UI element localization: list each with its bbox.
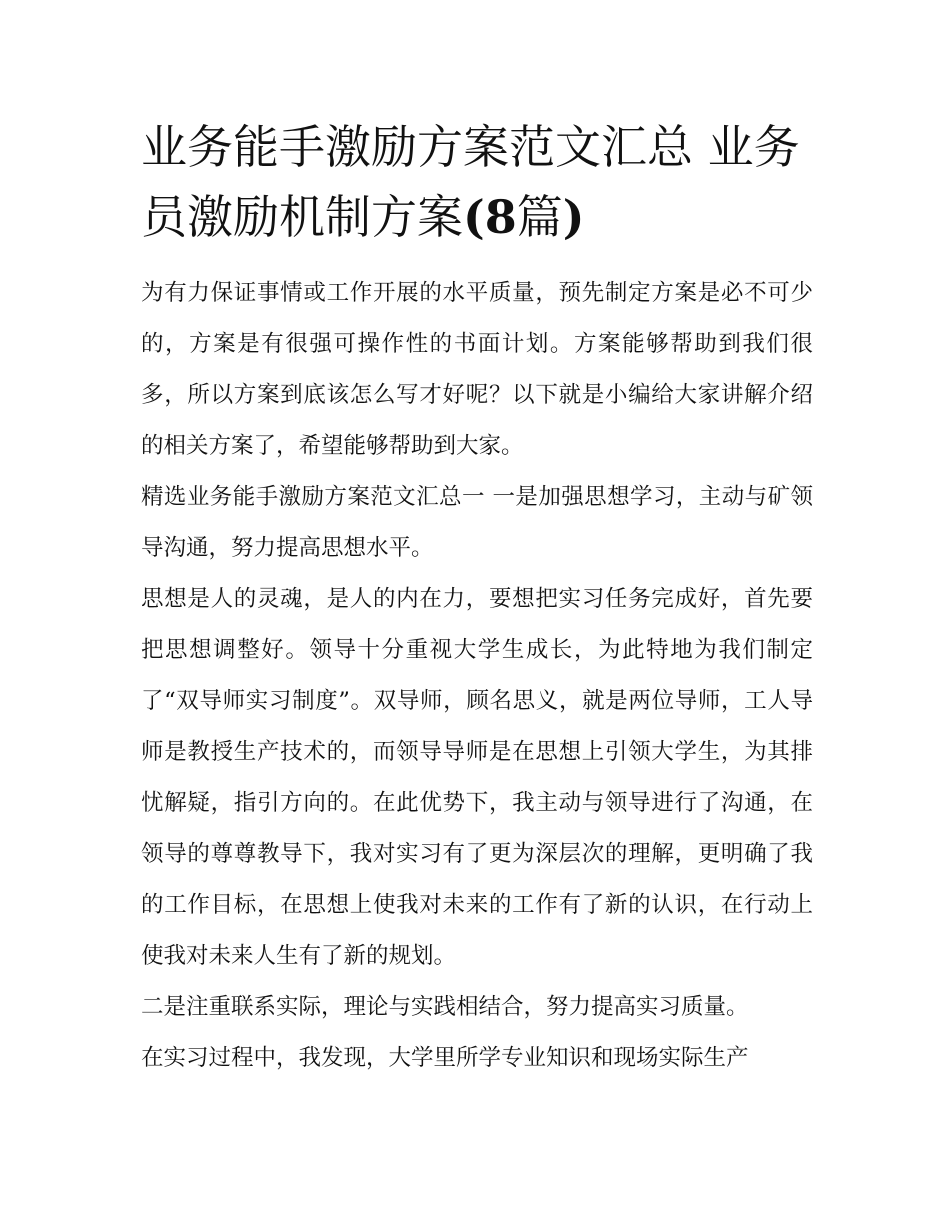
document-body <box>141 268 813 1084</box>
paragraph-practice: 在实习过程中，我发现，大学里所学专业知识和现场实际生产 <box>141 1045 749 1071</box>
paragraph-intro: 为有力保证事情或工作开展的水平质量，预先制定方案是必不可少的，方案是有很强可操作性的书面计划。方案能够帮助到我们很多，所以方案到底该怎么写才好呢？以下就是小编给大家讲解介绍的相关方案了，希望能够帮助到大家。 <box>141 280 813 459</box>
paragraph-section-one: 精选业务能手激励方案范文汇总一 一是加强思想学习，主动与矿领导沟通，努力提高思想水平。 <box>141 484 813 561</box>
document-page <box>141 112 813 1084</box>
paragraph-point-two: 二是注重联系实际，理论与实践相结合，努力提高实习质量。 <box>141 994 749 1020</box>
document-title: 业务能手激励方案范文汇总 业务员激励机制方案(8篇) <box>141 120 800 244</box>
paragraph-thought: 思想是人的灵魂，是人的内在力，要想把实习任务完成好，首先要把思想调整好。领导十分重视大学生成长，为此特地为我们制定了“双导师实习制度”。双导师，顾名思义，就是两位导师，工人导师是教授生产技术的，而领导导师是在思想上引领大学生，为其排忧解疑，指引方向的。在此优势下，我主动与领导进行了沟通，在领导的尊尊教导下，我对实习有了更为深层次的理解，更明确了我的工作目标，在思想上使我对未来的工作有了新的认识，在行动上使我对未来人生有了新的规划。 <box>141 586 813 969</box>
